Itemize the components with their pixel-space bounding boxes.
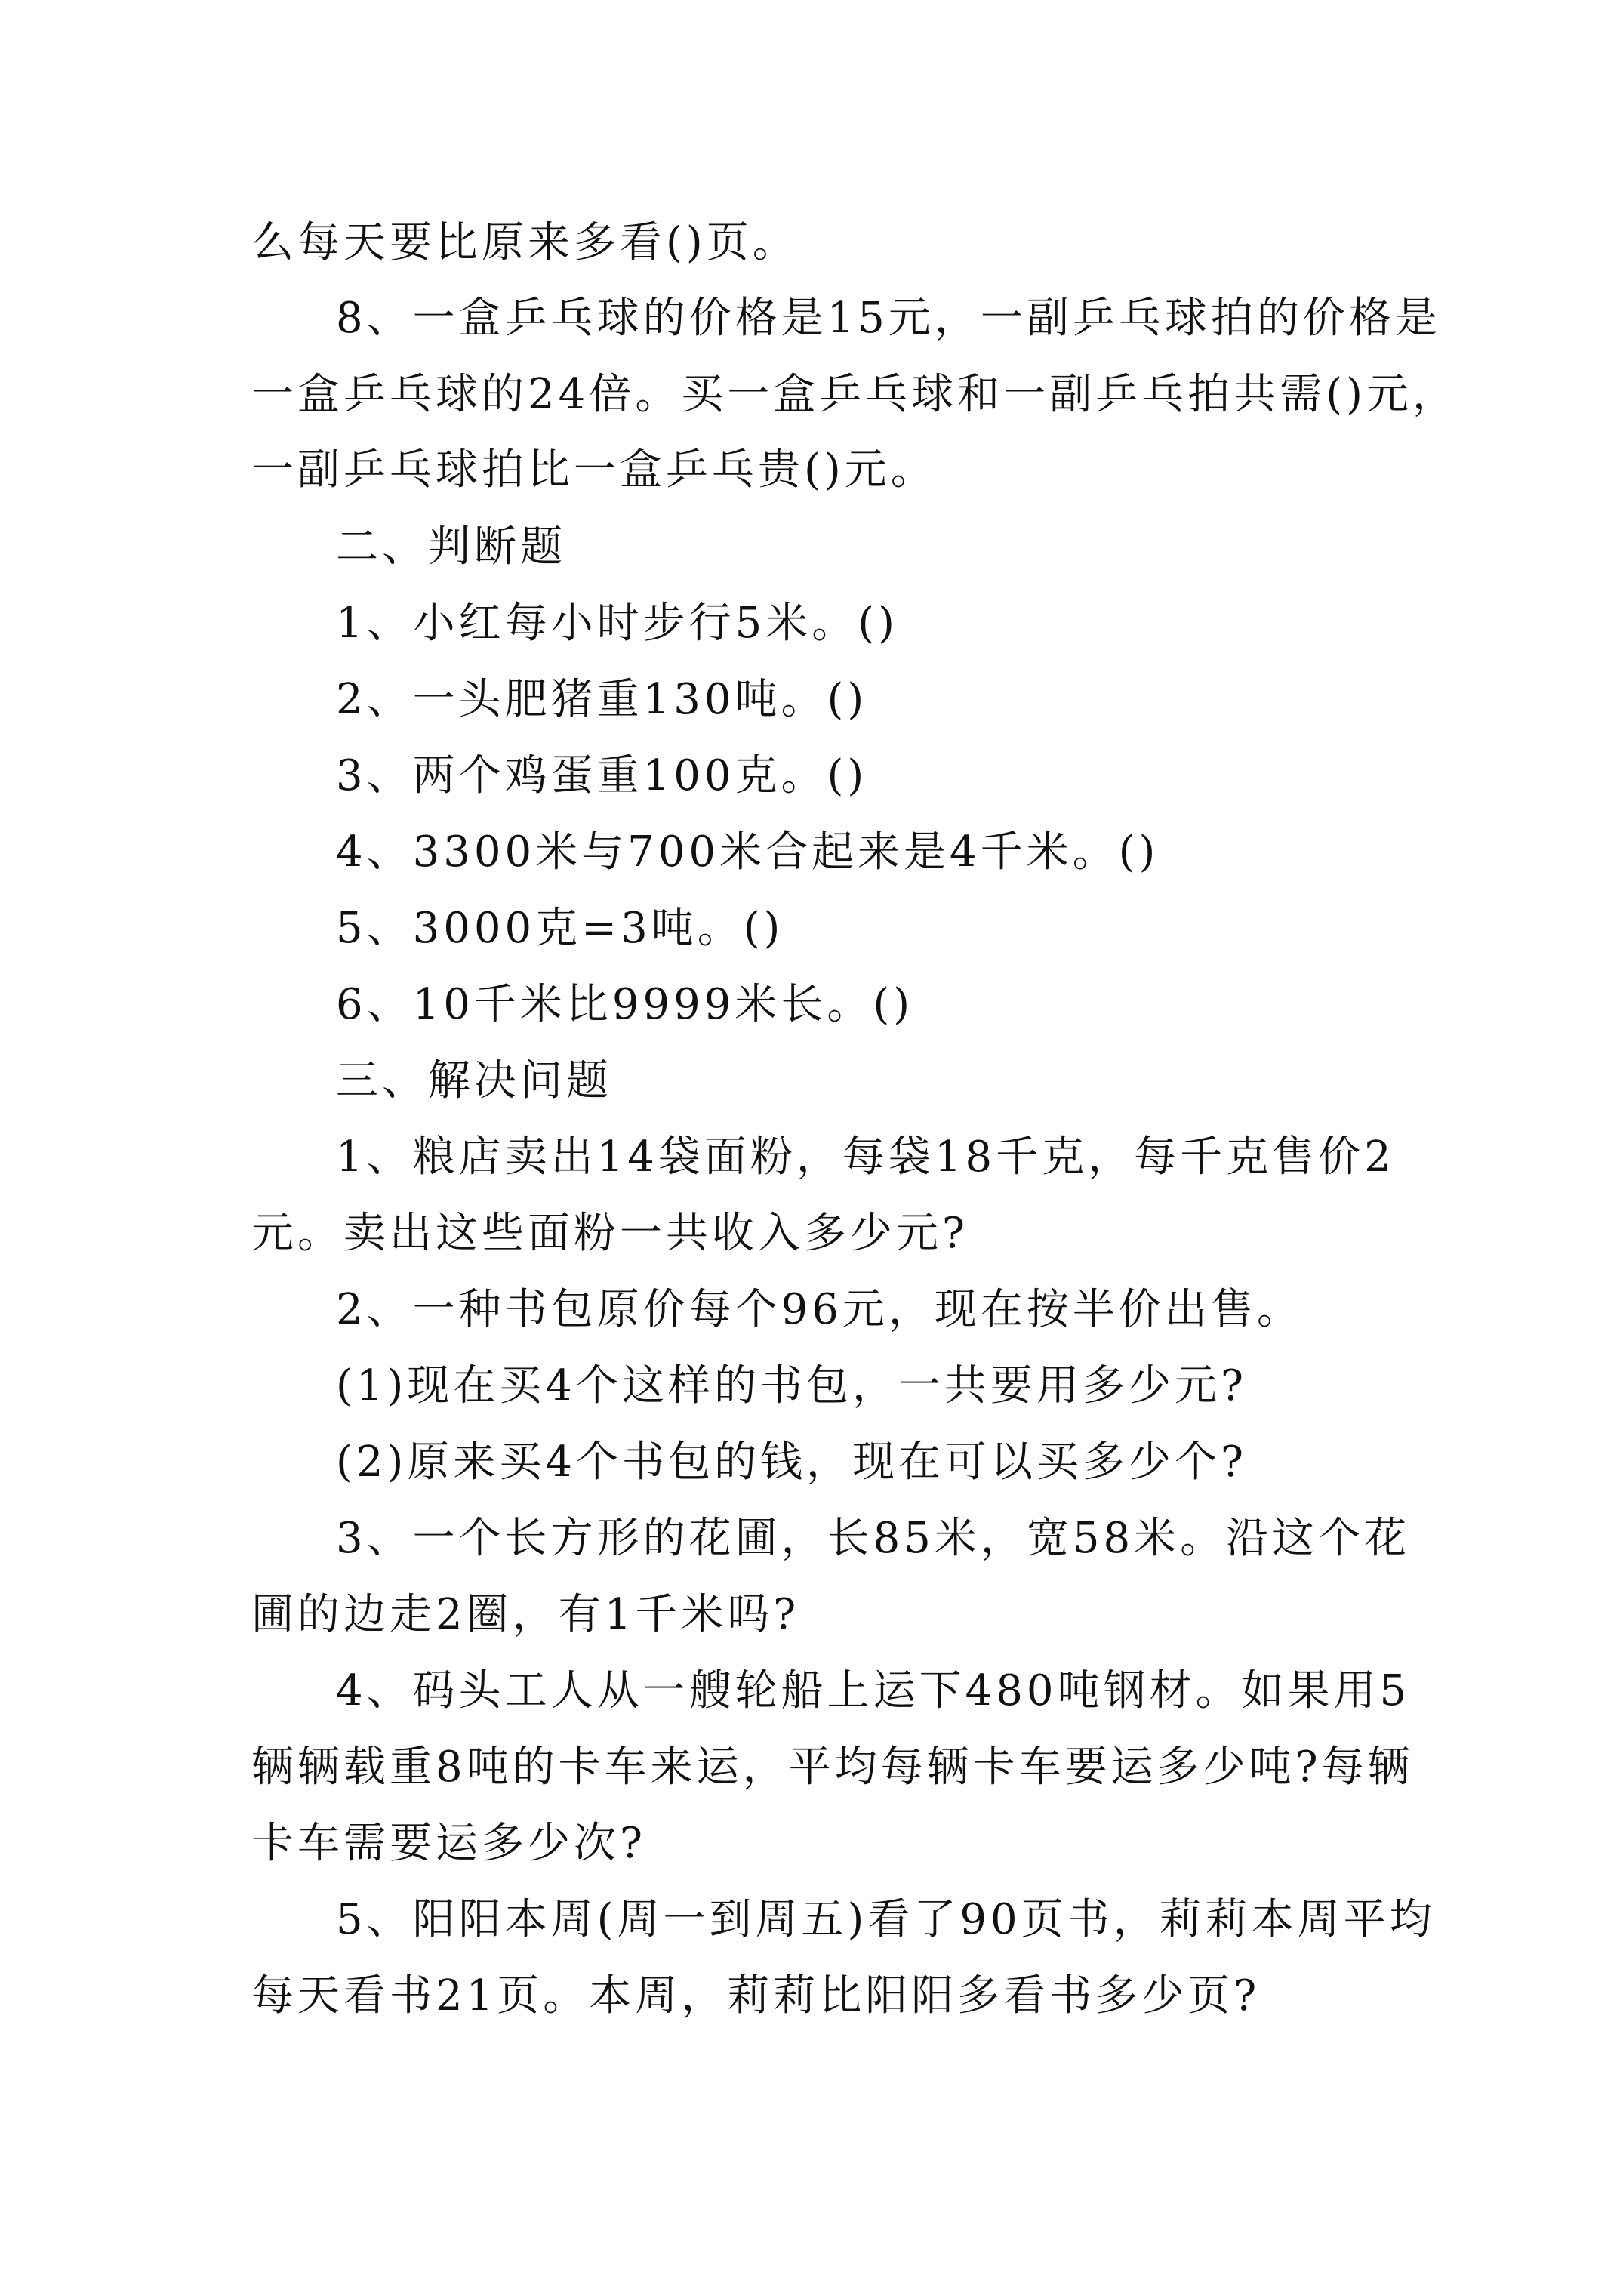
problem-4-line-3: 卡车需要运多少次?: [251, 1819, 647, 1868]
section-heading-judgment: 二、判断题: [336, 522, 566, 572]
judgment-item-2: 2、一头肥猪重130吨。(): [336, 675, 868, 724]
judgment-item-1: 1、小红每小时步行5米。(): [336, 599, 898, 648]
problem-3-line-1: 3、一个长方形的花圃，长85米，宽58米。沿这个花: [336, 1514, 1411, 1563]
problem-5-line-2: 每天看书21页。本周，莉莉比阳阳多看书多少页?: [251, 1971, 1261, 2020]
problem-2-line-1: 2、一种书包原价每个96元，现在按半价出售。: [336, 1285, 1303, 1334]
problem-4-line-1: 4、码头工人从一艘轮船上运下480吨钢材。如果用5: [336, 1666, 1411, 1715]
problem-2-sub-1: (1)现在买4个这样的书包，一共要用多少元?: [336, 1361, 1247, 1410]
text-line-q8-end: 一副乒乓球拍比一盒乒乓贵()元。: [251, 445, 937, 495]
text-line-q8-middle: 一盒乒乓球的24倍。买一盒乒乓球和一副乒乓拍共需()元，: [251, 370, 1458, 419]
problem-2-sub-2: (2)原来买4个书包的钱，现在可以买多少个?: [336, 1438, 1247, 1487]
problem-1-line-1: 1、粮店卖出14袋面粉，每袋18千克，每千克售价2: [336, 1133, 1395, 1182]
text-line-continuation-q7: 么每天要比原来多看()页。: [251, 218, 799, 267]
section-heading-problems: 三、解决问题: [336, 1056, 612, 1105]
judgment-item-4: 4、3300米与700米合起来是4千米。(): [336, 827, 1160, 877]
judgment-item-6: 6、10千米比9999米长。(): [336, 980, 914, 1029]
problem-3-line-2: 圃的边走2圈，有1千米吗?: [251, 1590, 800, 1639]
problem-4-line-2: 辆辆载重8吨的卡车来运，平均每辆卡车要运多少吨?每辆: [251, 1743, 1414, 1792]
text-line-q8-start: 8、一盒乒乓球的价格是15元，一副乒乓球拍的价格是: [336, 294, 1441, 343]
problem-5-line-1: 5、阳阳本周(周一到周五)看了90页书，莉莉本周平均: [336, 1895, 1436, 1944]
problem-1-line-2: 元。卖出这些面粉一共收入多少元?: [251, 1209, 969, 1258]
judgment-item-5: 5、3000克=3吨。(): [336, 904, 784, 953]
judgment-item-3: 3、两个鸡蛋重100克。(): [336, 751, 868, 800]
